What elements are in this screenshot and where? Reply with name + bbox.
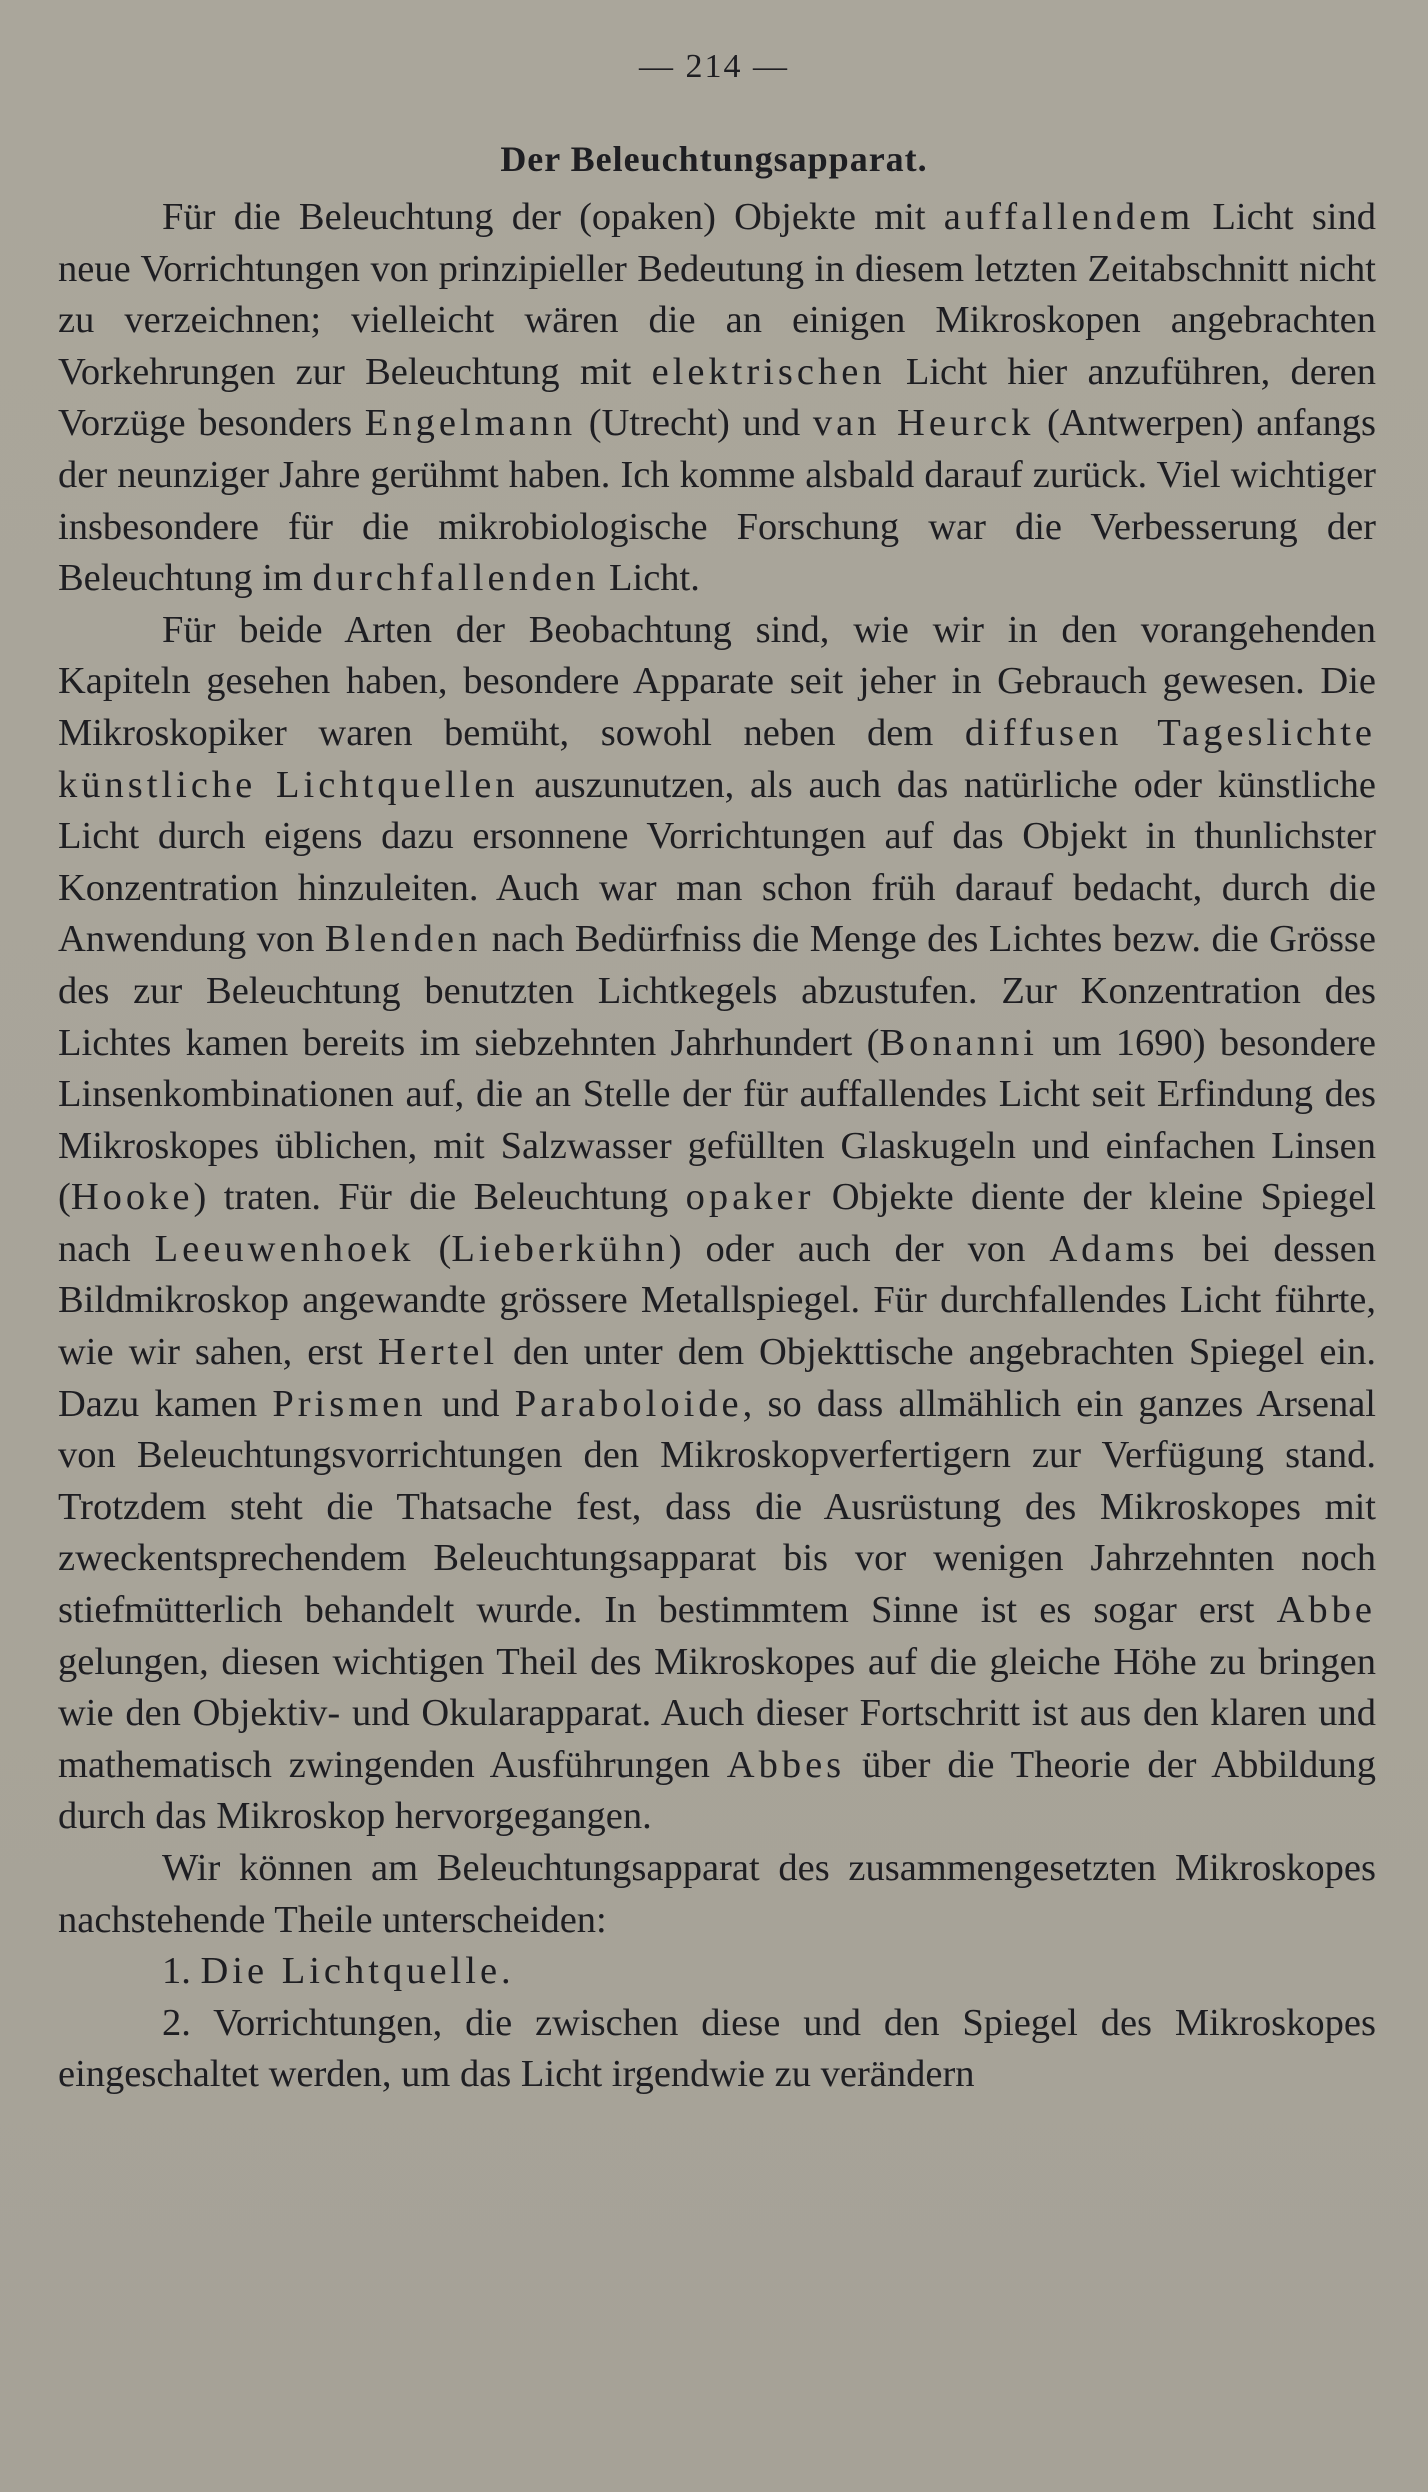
text-run: (	[414, 1227, 452, 1270]
paragraph-3	[58, 1843, 1376, 1946]
spaced-emphasis: diffusen Tageslichte künstliche Lichtquellen	[58, 711, 1376, 806]
text-run: nach Bedürfniss die Menge des Lichtes bezw. die Grösse des zur Beleuchtung benutzten Lichtkegels abzustufen. Zur Konzentration des Lichtes kamen bereits im siebzehnten Jahrhundert (	[58, 918, 1376, 1064]
list-item-1	[58, 1946, 1376, 1998]
spaced-emphasis: Paraboloide	[514, 1382, 743, 1425]
text-run: den unter dem Objekttische angebrachten Spiegel ein. Dazu kamen	[58, 1331, 1377, 1425]
text-run: Wir können am Beleuchtungsapparat des zusammengesetzten Mikroskopes nachstehende Theile unterscheiden:	[58, 1847, 1376, 1941]
spaced-emphasis: Blenden	[324, 918, 482, 961]
spaced-emphasis: Bonanni	[879, 1021, 1038, 1064]
text-run: auszunutzen, als auch das natürliche oder künstliche Licht durch eigens dazu ersonnene Vorrichtungen auf das Objekt in thunlichster Konzentration hinzuleiten. Auch war man schon früh darauf bedacht, durch die Anwendung von	[58, 763, 1376, 961]
text-run: bei dessen Bildmikroskop angewandte grössere Metallspiegel. Für durchfallendes Licht führte, wie wir sahen, erst	[58, 1227, 1376, 1374]
text-run: gelungen, diesen wichtigen Theil des Mikroskopes auf die gleiche Höhe zu bringen wie den Objektiv- und Okularapparat. Auch dieser Fortschritt ist aus den klaren und mathematisch zwingenden Ausführungen	[58, 1640, 1376, 1786]
text-run: über die Theorie der Abbildung durch das Mikroskop hervorgegangen.	[58, 1743, 1376, 1838]
body-text	[58, 192, 1376, 2101]
text-run: um 1690) besondere Linsenkombinationen auf, die an Stelle der für auffallendes Licht seit Erfindung des Mikroskopes üblichen, mit Salzwasser gefüllten Glaskugeln und einfachen Linsen (	[58, 1021, 1376, 1219]
spaced-emphasis: opaker	[685, 1176, 815, 1219]
text-run: , so dass allmählich ein ganzes Arsenal von Beleuchtungsvorrichtungen den Mikroskopverfertigern zur Verfügung stand. Trotzdem steht die Thatsache fest, dass die Ausrüstung des Mikroskopes mit zweckentsprechendem Beleuchtungsapparat bis vor wenigen Jahrzehnten noch stiefmütterlich behandelt wurde. In bestimmtem Sinne ist es sogar erst	[58, 1382, 1377, 1632]
spaced-emphasis: Lieberkühn	[451, 1227, 669, 1270]
spaced-emphasis: Adams	[1049, 1227, 1179, 1270]
page-number: — 214 —	[639, 48, 789, 85]
text-run: Licht sind neue Vorrichtungen von prinzipieller Bedeutung in diesem letzten Zeitabschnitt nicht zu verzeichnen; vielleicht wären die an einigen Mikroskopen angebrachten Vorkehrungen zur Beleuchtung mit	[58, 196, 1377, 393]
text-run: Vorrichtungen, die zwischen diese und den Spiegel des Mikroskopes eingeschaltet werden, um das Licht irgendwie zu verändern	[58, 2001, 1376, 2096]
text-run: (Utrecht) und	[576, 402, 813, 445]
spaced-emphasis: Hooke	[70, 1176, 194, 1219]
spaced-emphasis: Hertel	[377, 1331, 499, 1374]
text-run: Objekte diente der kleine Spiegel nach	[58, 1176, 1376, 1270]
text-run: Licht hier anzuführen, deren Vorzüge besonders	[58, 350, 1376, 445]
paragraph-1	[58, 192, 1376, 605]
spaced-emphasis: Prismen	[272, 1382, 427, 1425]
list-item-2	[58, 1998, 1376, 2101]
spaced-emphasis: Leeuwenhoek	[154, 1227, 415, 1270]
spaced-emphasis: auffallendem	[943, 196, 1195, 238]
text-run: Für die Beleuchtung der (opaken) Objekte mit	[162, 196, 944, 238]
spaced-emphasis: van Heurck	[812, 402, 1035, 445]
text-run: und	[426, 1382, 515, 1425]
spaced-emphasis: Abbe	[1276, 1589, 1376, 1632]
section-heading: Der Beleuchtungsapparat.	[500, 139, 928, 179]
list-number: 2.	[162, 2001, 191, 2044]
text-run: Für beide Arten der Beobachtung sind, wie wir in den vorangehenden Kapiteln gesehen haben, besondere Apparate seit jeher in Gebrauch gewesen. Die Mikroskopiker waren bemüht, sowohl neben dem	[58, 608, 1376, 754]
list-number: 1.	[162, 1950, 191, 1993]
text-run: ) traten. Für die Beleuchtung	[193, 1176, 686, 1219]
text-run: Licht.	[599, 557, 700, 600]
text-run: ) oder auch der von	[668, 1227, 1050, 1270]
paragraph-2	[58, 605, 1376, 1843]
spaced-emphasis: Die Lichtquelle.	[200, 1950, 515, 1993]
spaced-emphasis: Engelmann	[364, 402, 577, 445]
spaced-emphasis: elektrischen	[651, 350, 886, 393]
text-run: (Antwerpen) anfangs der neunziger Jahre gerühmt haben. Ich komme alsbald darauf zurück. Viel wichtiger insbesondere für die mikrobiologische Forschung war die Verbesserung der Beleuchtung im	[58, 402, 1376, 600]
spaced-emphasis: Abbes	[726, 1743, 846, 1786]
spaced-emphasis: durchfallenden	[312, 557, 600, 600]
